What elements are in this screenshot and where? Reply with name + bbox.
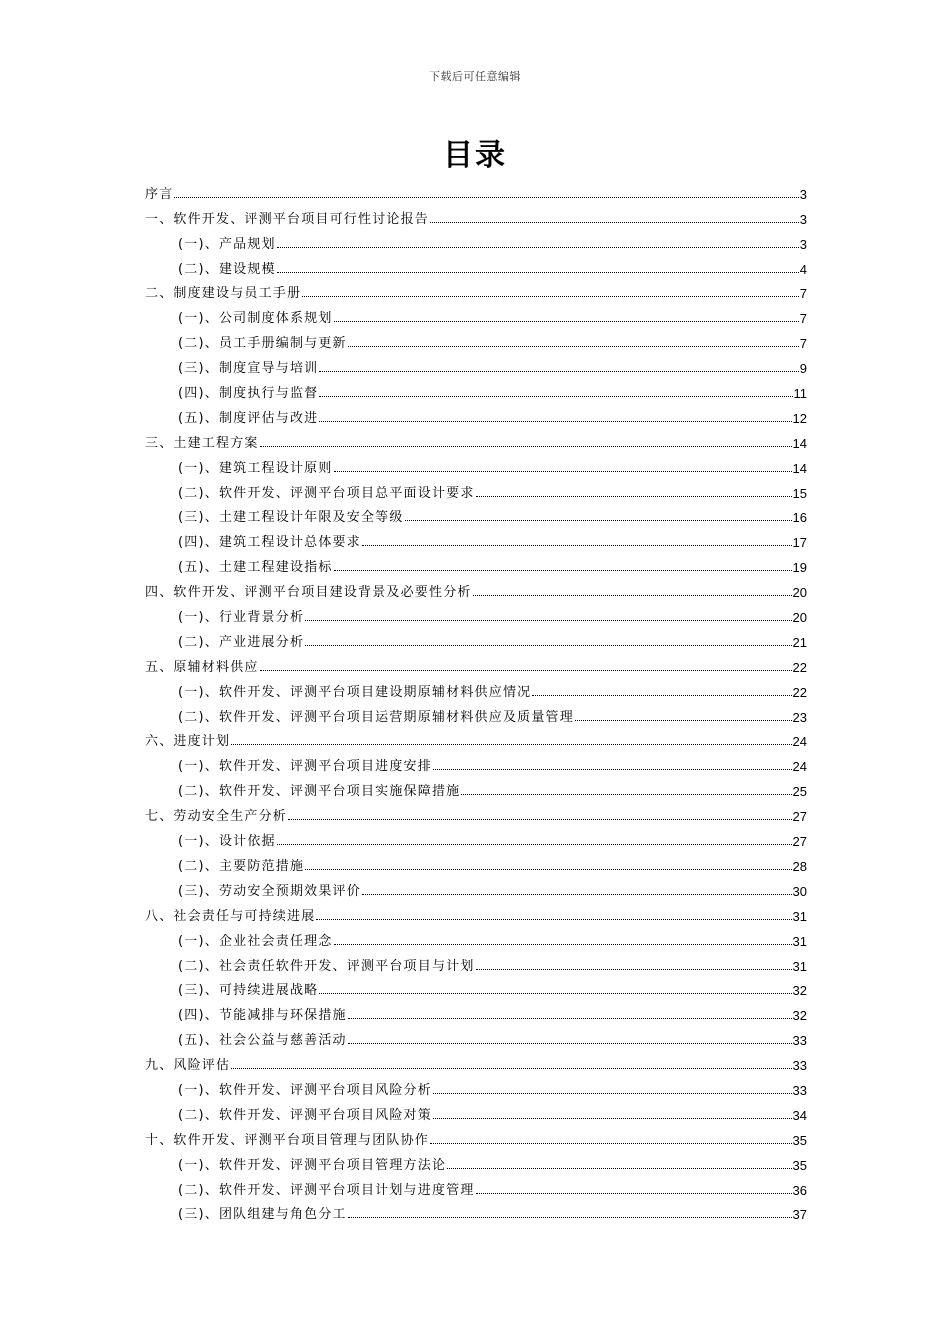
toc-entry[interactable]	[145, 799, 807, 824]
toc-entry[interactable]	[145, 1048, 807, 1073]
toc-entry-page-number: 32	[792, 983, 807, 999]
toc-entry[interactable]	[145, 1198, 807, 1223]
toc-entry-page-number: 14	[792, 435, 807, 451]
toc-entry-page-number: 22	[792, 659, 807, 675]
page-title: 目录	[443, 138, 507, 173]
toc-entry-page-number: 7	[799, 311, 807, 327]
dot-leader	[430, 222, 799, 223]
toc-entry[interactable]	[145, 849, 807, 874]
toc-entry-label: (二)、主要防范措施	[178, 858, 305, 874]
toc-entry[interactable]	[145, 874, 807, 899]
toc-entry-label: 一、软件开发、评测平台项目可行性讨论报告	[145, 211, 430, 227]
dot-leader	[305, 645, 791, 646]
dot-leader	[316, 919, 791, 920]
toc-entry-label: (一)、企业社会责任理念	[178, 933, 333, 949]
toc-entry[interactable]	[145, 1173, 807, 1198]
dot-leader	[277, 247, 799, 248]
toc-entry[interactable]	[145, 351, 807, 376]
toc-entry-label: (一)、软件开发、评测平台项目建设期原辅材料供应情况	[178, 684, 532, 700]
toc-entry-page-number: 17	[792, 535, 807, 551]
toc-entry-label: (一)、设计依据	[178, 834, 276, 850]
dot-leader	[334, 321, 799, 322]
toc-entry[interactable]	[145, 177, 807, 202]
dot-leader	[174, 197, 798, 198]
toc-entry-label: (五)、社会公益与慈善活动	[178, 1033, 347, 1049]
dot-leader	[348, 346, 799, 347]
toc-entry[interactable]	[145, 675, 807, 700]
dot-leader	[473, 595, 792, 596]
toc-entry-page-number: 9	[799, 361, 807, 377]
toc-entry-page-number: 36	[792, 1182, 807, 1198]
toc-entry-page-number: 34	[792, 1107, 807, 1123]
toc-entry[interactable]	[145, 252, 807, 277]
dot-leader	[305, 869, 791, 870]
toc-entry-label: (三)、土建工程设计年限及安全等级	[178, 510, 404, 526]
toc-entry-page-number: 28	[792, 858, 807, 874]
toc-entry-page-number: 4	[799, 261, 807, 277]
dot-leader	[433, 769, 792, 770]
header-note: 下载后可任意编辑	[429, 70, 521, 83]
toc-entry-label: (二)、社会责任软件开发、评测平台项目与计划	[178, 958, 475, 974]
toc-entry[interactable]	[145, 650, 807, 675]
toc-entry-page-number: 23	[792, 709, 807, 725]
toc-entry-label: 五、原辅材料供应	[145, 659, 259, 675]
toc-entry-label: (一)、建筑工程设计原则	[178, 460, 333, 476]
dot-leader	[319, 421, 791, 422]
toc-entry-label: (二)、建设规模	[178, 261, 276, 277]
toc-entry[interactable]	[145, 824, 807, 849]
dot-leader	[362, 894, 792, 895]
toc-entry[interactable]	[145, 326, 807, 351]
toc-entry[interactable]	[145, 550, 807, 575]
dot-leader	[348, 1018, 792, 1019]
dot-leader	[476, 1193, 792, 1194]
dot-leader	[277, 272, 799, 273]
toc-entry[interactable]	[145, 202, 807, 227]
toc-entry-page-number: 27	[792, 809, 807, 825]
dot-leader	[231, 1068, 791, 1069]
toc-entry[interactable]	[145, 501, 807, 526]
toc-entry[interactable]	[145, 700, 807, 725]
toc-entry-label: (四)、节能减排与环保措施	[178, 1008, 347, 1024]
toc-entry[interactable]	[145, 899, 807, 924]
toc-entry-page-number: 20	[792, 610, 807, 626]
dot-leader	[319, 396, 792, 397]
toc-entry-page-number: 14	[792, 460, 807, 476]
toc-entry[interactable]	[145, 1073, 807, 1098]
dot-leader	[575, 720, 792, 721]
dot-leader	[461, 794, 791, 795]
toc-entry[interactable]	[145, 575, 807, 600]
dot-leader	[319, 993, 791, 994]
toc-entry-label: (一)、产品规划	[178, 236, 276, 252]
dot-leader	[430, 1143, 792, 1144]
toc-entry[interactable]	[145, 227, 807, 252]
toc-entry-page-number: 33	[792, 1082, 807, 1098]
toc-entry-label: 六、进度计划	[145, 734, 231, 750]
dot-leader	[334, 570, 792, 571]
toc-entry-label: (三)、团队组建与角色分工	[178, 1207, 347, 1223]
toc-entry-label: (五)、土建工程建设指标	[178, 560, 333, 576]
toc-entry[interactable]	[145, 525, 807, 550]
toc-entry-label: (五)、制度评估与改进	[178, 410, 319, 426]
dot-leader	[302, 296, 799, 297]
toc-entry-page-number: 31	[792, 933, 807, 949]
toc-entry-page-number: 27	[792, 834, 807, 850]
toc-entry-label: (一)、公司制度体系规划	[178, 311, 333, 327]
toc-entry-page-number: 24	[792, 759, 807, 775]
toc-entry[interactable]	[145, 277, 807, 302]
toc-entry-label: (二)、产业进展分析	[178, 634, 305, 650]
dot-leader	[288, 819, 792, 820]
dot-leader	[334, 944, 792, 945]
toc-entry-label: 二、制度建设与员工手册	[145, 286, 302, 302]
toc-entry-label: (一)、行业背景分析	[178, 610, 305, 626]
toc-entry-label: (四)、建筑工程设计总体要求	[178, 535, 361, 551]
toc-entry-label: (一)、软件开发、评测平台项目进度安排	[178, 759, 432, 775]
toc-entry-page-number: 15	[792, 485, 807, 501]
dot-leader	[405, 520, 792, 521]
toc-entry-page-number: 33	[792, 1058, 807, 1074]
toc-entry-page-number: 19	[792, 560, 807, 576]
toc-entry-label: 四、软件开发、评测平台项目建设背景及必要性分析	[145, 585, 472, 601]
dot-leader	[277, 844, 792, 845]
toc-entry-label: (二)、软件开发、评测平台项目风险对策	[178, 1107, 432, 1123]
toc-entry-page-number: 31	[792, 908, 807, 924]
toc-entry[interactable]	[145, 998, 807, 1023]
toc-entry[interactable]	[145, 625, 807, 650]
toc-entry[interactable]	[145, 1098, 807, 1123]
toc-entry[interactable]	[145, 774, 807, 799]
toc-entry-page-number: 7	[799, 336, 807, 352]
toc-entry-label: (二)、软件开发、评测平台项目计划与进度管理	[178, 1182, 475, 1198]
toc-entry-label: 七、劳动安全生产分析	[145, 809, 288, 825]
toc-entry-page-number: 30	[792, 883, 807, 899]
toc-entry-label: (二)、员工手册编制与更新	[178, 336, 347, 352]
toc-entry[interactable]	[145, 949, 807, 974]
dot-leader	[319, 371, 798, 372]
dot-leader	[348, 1043, 792, 1044]
toc-entry[interactable]	[145, 376, 807, 401]
toc-entry-page-number: 32	[792, 1008, 807, 1024]
toc-entry[interactable]	[145, 1148, 807, 1173]
toc-entry-label: (二)、软件开发、评测平台项目实施保障措施	[178, 784, 461, 800]
dot-leader	[532, 695, 791, 696]
toc-entry-label: (一)、软件开发、评测平台项目风险分析	[178, 1082, 432, 1098]
toc-entry-label: 十、软件开发、评测平台项目管理与团队协作	[145, 1132, 430, 1148]
toc-entry-page-number: 35	[792, 1132, 807, 1148]
toc-entry[interactable]	[145, 725, 807, 750]
table-of-contents	[145, 177, 807, 1222]
toc-entry[interactable]	[145, 1123, 807, 1148]
dot-leader	[334, 471, 792, 472]
dot-leader	[231, 744, 791, 745]
toc-entry[interactable]	[145, 476, 807, 501]
toc-entry-page-number: 33	[792, 1033, 807, 1049]
toc-entry-label: (三)、制度宣导与培训	[178, 361, 319, 377]
toc-entry-page-number: 16	[792, 510, 807, 526]
toc-entry-label: 序言	[145, 186, 174, 202]
dot-leader	[260, 670, 792, 671]
dot-leader	[348, 1217, 792, 1218]
dot-leader	[433, 1118, 792, 1119]
toc-entry-page-number: 21	[792, 634, 807, 650]
toc-entry-label: (二)、软件开发、评测平台项目运营期原辅材料供应及质量管理	[178, 709, 574, 725]
dot-leader	[305, 620, 791, 621]
toc-entry-page-number: 35	[792, 1157, 807, 1173]
toc-entry[interactable]	[145, 749, 807, 774]
toc-entry-page-number: 3	[799, 211, 807, 227]
toc-entry-label: (一)、软件开发、评测平台项目管理方法论	[178, 1157, 447, 1173]
toc-entry-page-number: 22	[792, 684, 807, 700]
dot-leader	[447, 1168, 791, 1169]
dot-leader	[260, 446, 792, 447]
toc-entry-page-number: 7	[799, 286, 807, 302]
toc-entry-label: (二)、软件开发、评测平台项目总平面设计要求	[178, 485, 475, 501]
dot-leader	[476, 496, 792, 497]
toc-entry-label: 三、土建工程方案	[145, 435, 259, 451]
toc-entry-page-number: 25	[792, 784, 807, 800]
toc-entry-page-number: 24	[792, 734, 807, 750]
toc-entry[interactable]	[145, 600, 807, 625]
toc-entry-label: 八、社会责任与可持续进展	[145, 908, 316, 924]
toc-entry-label: (三)、劳动安全预期效果评价	[178, 883, 361, 899]
toc-entry[interactable]	[145, 301, 807, 326]
toc-entry[interactable]	[145, 451, 807, 476]
toc-entry-label: (四)、制度执行与监督	[178, 386, 319, 402]
toc-entry-label: (三)、可持续进展战略	[178, 983, 319, 999]
toc-entry-page-number: 12	[792, 410, 807, 426]
toc-entry-label: 九、风险评估	[145, 1058, 231, 1074]
toc-entry-page-number: 11	[793, 386, 807, 402]
toc-entry[interactable]	[145, 401, 807, 426]
toc-entry-page-number: 37	[792, 1207, 807, 1223]
dot-leader	[476, 969, 792, 970]
toc-entry-page-number: 20	[792, 585, 807, 601]
toc-entry[interactable]	[145, 1023, 807, 1048]
toc-entry[interactable]	[145, 924, 807, 949]
toc-entry[interactable]	[145, 426, 807, 451]
dot-leader	[362, 545, 792, 546]
toc-entry[interactable]	[145, 974, 807, 999]
toc-entry-page-number: 31	[792, 958, 807, 974]
toc-entry-page-number: 3	[799, 236, 807, 252]
toc-entry-page-number: 3	[799, 186, 807, 202]
dot-leader	[433, 1093, 792, 1094]
